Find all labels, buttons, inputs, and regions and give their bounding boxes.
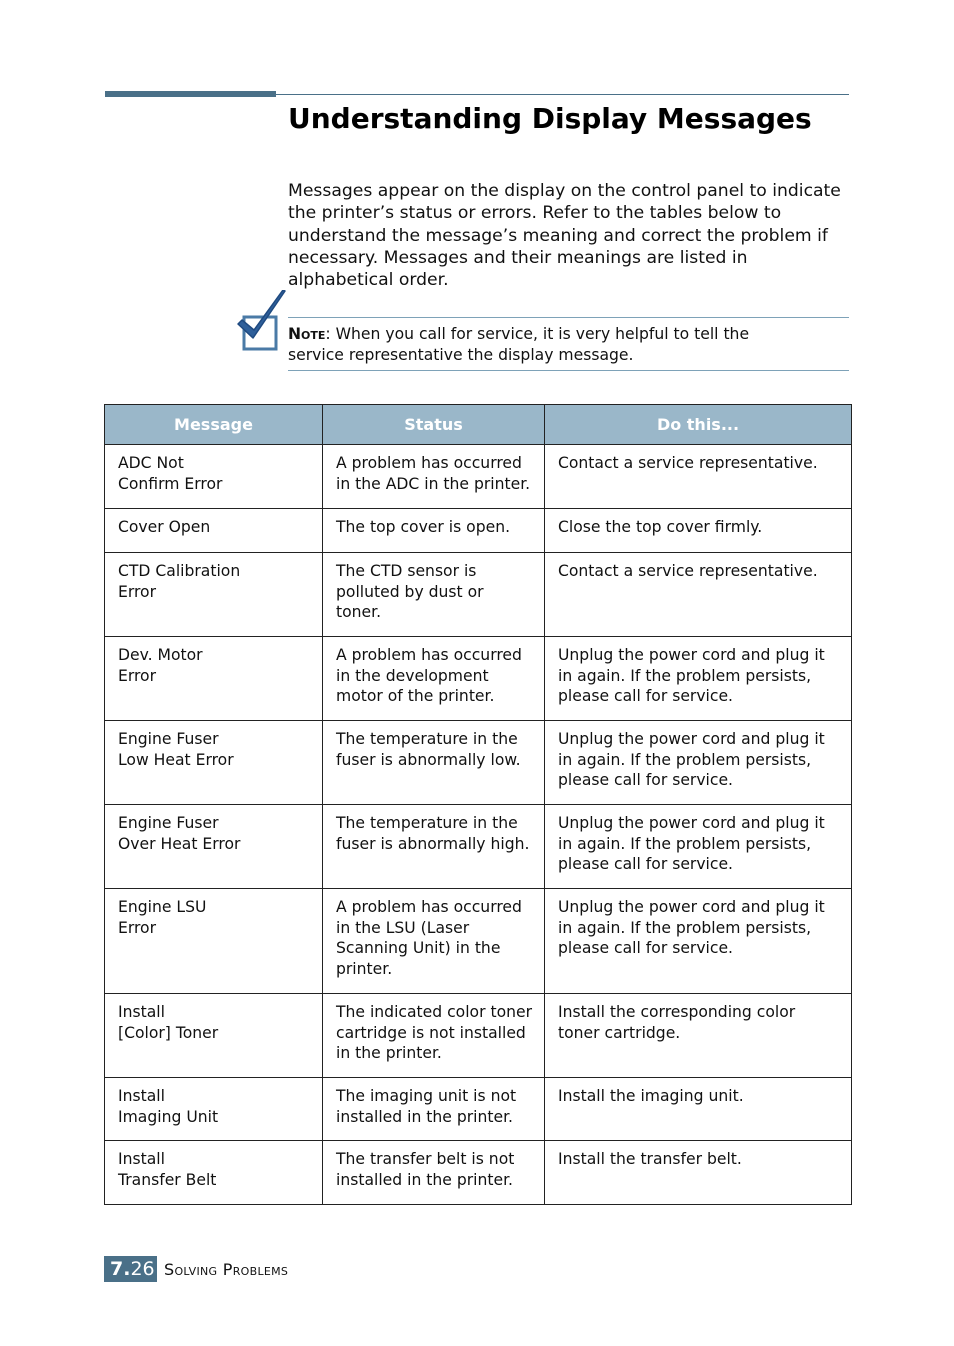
note-line: : When you call for service, it is very helpful to tell the bbox=[325, 325, 750, 343]
message-cell-line: Cover Open bbox=[118, 518, 211, 536]
message-cell-line: Transfer Belt bbox=[118, 1170, 217, 1189]
status-cell-line: A problem has occurred bbox=[336, 454, 522, 472]
status-cell-line: toner. bbox=[336, 603, 382, 621]
status-cell bbox=[323, 637, 545, 721]
message-cell-line: Install bbox=[118, 1087, 165, 1105]
table-header-row bbox=[105, 405, 852, 445]
action-cell bbox=[545, 509, 852, 553]
message-cell-line: Confirm Error bbox=[118, 474, 223, 493]
chapter-number: 7. bbox=[110, 1258, 131, 1280]
action-cell bbox=[545, 721, 852, 805]
status-cell-line: installed in the printer. bbox=[336, 1170, 514, 1189]
status-cell-line: cartridge is not installed bbox=[336, 1023, 526, 1042]
note-label: Note bbox=[288, 325, 326, 343]
status-cell-line: The top cover is open. bbox=[336, 518, 511, 536]
intro-line: the printer’s status or errors. Refer to the tables below to bbox=[288, 203, 782, 224]
header-rule-thick bbox=[105, 91, 276, 97]
column-header-message: Message bbox=[105, 405, 323, 445]
action-cell-line: please call for service. bbox=[558, 687, 734, 705]
action-cell bbox=[545, 553, 852, 637]
table-row bbox=[105, 637, 852, 721]
action-cell bbox=[545, 445, 852, 509]
message-cell-line: Engine Fuser bbox=[118, 814, 219, 832]
status-cell-line: in the development bbox=[336, 666, 489, 685]
action-cell-line: Install the corresponding color bbox=[558, 1003, 796, 1021]
message-cell-line: Over Heat Error bbox=[118, 834, 241, 853]
message-cell-line: Install bbox=[118, 1150, 165, 1168]
action-cell-line: in again. If the problem persists, bbox=[558, 918, 812, 937]
action-cell-line: please call for service. bbox=[558, 771, 734, 789]
message-cell-line: Error bbox=[118, 918, 157, 937]
message-cell bbox=[105, 1078, 323, 1141]
intro-line: alphabetical order. bbox=[288, 270, 449, 291]
action-cell bbox=[545, 889, 852, 994]
column-header-status: Status bbox=[323, 405, 545, 445]
message-cell-line: Engine LSU bbox=[118, 898, 207, 916]
status-cell bbox=[323, 1141, 545, 1205]
message-cell-line: CTD Calibration bbox=[118, 562, 241, 580]
status-cell-line: The imaging unit is not bbox=[336, 1087, 517, 1105]
message-cell bbox=[105, 994, 323, 1078]
status-cell-line: motor of the printer. bbox=[336, 687, 495, 705]
table-row bbox=[105, 553, 852, 637]
page-title: Understanding Display Messages bbox=[288, 102, 812, 135]
action-cell bbox=[545, 637, 852, 721]
message-cell-line: Install bbox=[118, 1003, 165, 1021]
table-row bbox=[105, 509, 852, 553]
note-line: service representative the display message. bbox=[288, 346, 634, 364]
action-cell bbox=[545, 994, 852, 1078]
message-cell bbox=[105, 445, 323, 509]
action-cell-line: Contact a service representative. bbox=[558, 562, 818, 580]
action-cell-line: Unplug the power cord and plug it bbox=[558, 646, 825, 664]
action-cell-line: Install the imaging unit. bbox=[558, 1087, 744, 1105]
action-cell bbox=[545, 1078, 852, 1141]
status-cell-line: The CTD sensor is bbox=[336, 562, 477, 580]
status-cell-line: A problem has occurred bbox=[336, 898, 522, 916]
status-cell-line: installed in the printer. bbox=[336, 1107, 514, 1126]
status-cell-line: in the printer. bbox=[336, 1044, 442, 1062]
action-cell-line: in again. If the problem persists, bbox=[558, 834, 812, 853]
status-cell-line: The indicated color toner bbox=[336, 1003, 532, 1021]
table-row bbox=[105, 994, 852, 1078]
status-cell bbox=[323, 994, 545, 1078]
status-cell bbox=[323, 889, 545, 994]
message-cell-line: Low Heat Error bbox=[118, 750, 234, 769]
message-cell bbox=[105, 805, 323, 889]
message-cell-line: ADC Not bbox=[118, 454, 184, 472]
table-row bbox=[105, 1078, 852, 1141]
status-cell-line: polluted by dust or bbox=[336, 582, 484, 601]
message-cell bbox=[105, 553, 323, 637]
action-cell-line: Unplug the power cord and plug it bbox=[558, 898, 825, 916]
status-cell-line: The temperature in the bbox=[336, 730, 518, 748]
page-number-badge bbox=[104, 1256, 157, 1282]
message-cell-line: Engine Fuser bbox=[118, 730, 219, 748]
status-cell bbox=[323, 445, 545, 509]
intro-line: understand the message’s meaning and correct the problem if bbox=[288, 225, 828, 246]
status-cell-line: in the LSU (Laser bbox=[336, 918, 470, 937]
message-cell bbox=[105, 1141, 323, 1205]
action-cell-line: Unplug the power cord and plug it bbox=[558, 730, 825, 748]
action-cell-line: please call for service. bbox=[558, 855, 734, 873]
status-cell-line: printer. bbox=[336, 959, 393, 978]
messages-table bbox=[104, 404, 852, 1205]
action-cell-line: please call for service. bbox=[558, 939, 734, 957]
footer-section-title: Solving Problems bbox=[164, 1260, 289, 1279]
message-cell bbox=[105, 509, 323, 553]
status-cell-line: in the ADC in the printer. bbox=[336, 474, 531, 493]
status-cell-line: fuser is abnormally high. bbox=[336, 834, 530, 853]
header-rule-thin bbox=[276, 94, 849, 95]
status-cell bbox=[323, 1078, 545, 1141]
intro-paragraph bbox=[288, 180, 850, 291]
action-cell-line: Contact a service representative. bbox=[558, 454, 818, 472]
intro-line: Messages appear on the display on the control panel to indicate bbox=[288, 181, 841, 201]
action-cell-line: toner cartridge. bbox=[558, 1023, 681, 1042]
action-cell-line: Install the transfer belt. bbox=[558, 1150, 742, 1168]
message-cell bbox=[105, 889, 323, 994]
message-cell-line: Dev. Motor bbox=[118, 646, 203, 664]
message-cell-line: [Color] Toner bbox=[118, 1023, 219, 1042]
note-box bbox=[288, 317, 849, 371]
message-cell-line: Imaging Unit bbox=[118, 1107, 219, 1126]
action-cell-line: Close the top cover firmly. bbox=[558, 518, 763, 536]
action-cell-line: in again. If the problem persists, bbox=[558, 666, 812, 685]
note-text bbox=[288, 324, 849, 366]
intro-line: necessary. Messages and their meanings are listed in bbox=[288, 247, 748, 268]
action-cell bbox=[545, 1141, 852, 1205]
checkmark-note-icon bbox=[236, 290, 288, 352]
page-number: 26 bbox=[130, 1258, 155, 1280]
status-cell bbox=[323, 805, 545, 889]
table-row bbox=[105, 445, 852, 509]
table-row bbox=[105, 805, 852, 889]
table-row bbox=[105, 721, 852, 805]
status-cell-line: A problem has occurred bbox=[336, 646, 522, 664]
table-row bbox=[105, 889, 852, 994]
status-cell-line: The transfer belt is not bbox=[336, 1150, 515, 1168]
action-cell-line: in again. If the problem persists, bbox=[558, 750, 812, 769]
status-cell-line: The temperature in the bbox=[336, 814, 518, 832]
message-cell bbox=[105, 721, 323, 805]
action-cell-line: Unplug the power cord and plug it bbox=[558, 814, 825, 832]
table-row bbox=[105, 1141, 852, 1205]
message-cell-line: Error bbox=[118, 666, 157, 685]
status-cell bbox=[323, 509, 545, 553]
column-header-do-this: Do this... bbox=[545, 405, 852, 445]
message-cell-line: Error bbox=[118, 582, 157, 601]
message-cell bbox=[105, 637, 323, 721]
action-cell bbox=[545, 805, 852, 889]
status-cell bbox=[323, 721, 545, 805]
status-cell bbox=[323, 553, 545, 637]
status-cell-line: fuser is abnormally low. bbox=[336, 750, 521, 769]
status-cell-line: Scanning Unit) in the bbox=[336, 939, 501, 957]
